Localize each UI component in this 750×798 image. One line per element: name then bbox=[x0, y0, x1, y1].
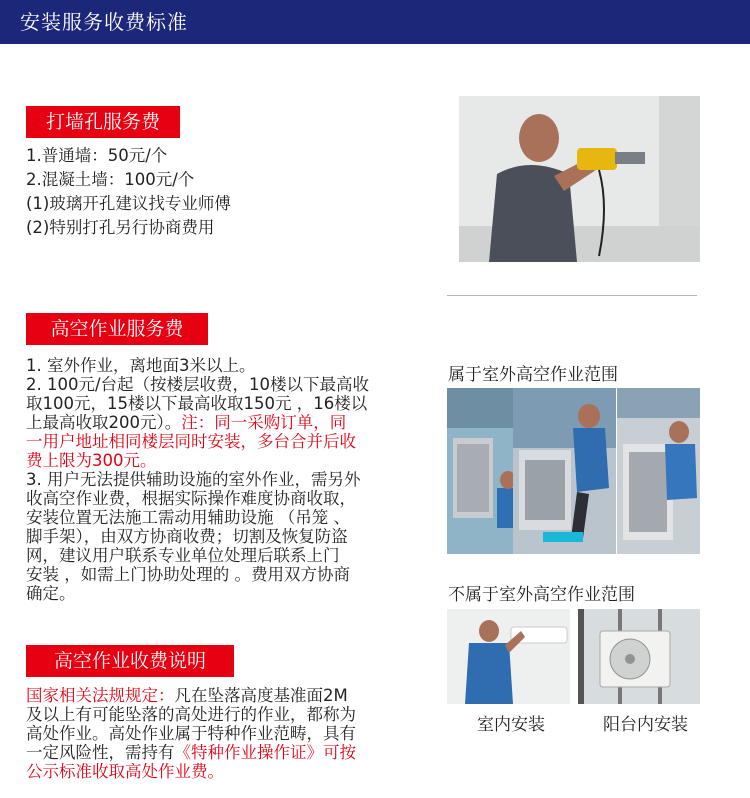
high-note-start: 注：同一采购订单，同 bbox=[181, 413, 347, 432]
high-line-12: 安装 ，如需上门协助处理的 。费用双方协商 bbox=[26, 565, 350, 584]
page-title: 安装服务收费标准 bbox=[20, 10, 188, 34]
high-line-7: 3. 用户无法提供辅助设施的室外作业，需另外 bbox=[26, 470, 361, 489]
balcony-install-photo bbox=[578, 609, 700, 704]
high-line-4: 上最高收取200元）。注：同一采购订单，同 bbox=[26, 413, 347, 432]
high-line-5: 一用户地址相同楼层同时安装，多台合并后收 bbox=[26, 432, 356, 451]
fee-explanation-tag: 高空作业收费说明 bbox=[26, 645, 234, 677]
high-altitude-tag: 高空作业服务费 bbox=[26, 313, 208, 345]
wall-line-1: 1.普通墙：50元/个 bbox=[26, 146, 168, 165]
balcony-install-label: 阳台内安装 bbox=[603, 715, 688, 735]
high-line-1: 1. 室外作业，离地面3米以上。 bbox=[26, 356, 256, 375]
high-line-10: 脚手架），由双方协商收费；切割及恢复防盗 bbox=[26, 527, 348, 546]
outdoor-photo-2 bbox=[513, 388, 616, 554]
high-line-11: 网，建议用户联系专业单位处理后联系上门 bbox=[26, 546, 340, 565]
indoor-install-label: 室内安装 bbox=[477, 715, 545, 735]
page-header bbox=[0, 0, 750, 44]
belong-caption: 属于室外高空作业范围 bbox=[448, 365, 618, 385]
note-line-1: 国家相关法规规定：凡在坠落高度基准面2M bbox=[26, 686, 348, 705]
note-line-5: 公示标准收取高处作业费。 bbox=[26, 762, 224, 781]
high-line-2: 2. 100元/台起（按楼层收费，10楼以下最高收 bbox=[26, 375, 370, 394]
high-line-3: 取100元，15楼以下最高收取150元 ，16楼以 bbox=[26, 394, 368, 413]
high-line-6: 费上限为300元。 bbox=[26, 451, 157, 470]
high-line-8: 收高空作业费，根据实际操作难度协商收取， bbox=[26, 489, 356, 508]
wall-drilling-tag: 打墙孔服务费 bbox=[26, 106, 180, 138]
note-line-3: 高处作业。高处作业属于特种作业范畴，具有 bbox=[26, 724, 356, 743]
high-line-9: 安装位置无法施工需动用辅助设施 （吊笼 、 bbox=[26, 508, 350, 527]
wall-line-2: 2.混凝土墙：100元/个 bbox=[26, 170, 195, 189]
wall-line-3: (1)玻璃开孔建议找专业师傅 bbox=[26, 194, 231, 213]
drilling-worker-photo bbox=[459, 96, 700, 262]
section-divider bbox=[447, 295, 697, 296]
outdoor-photo-3 bbox=[617, 388, 700, 554]
indoor-install-photo bbox=[447, 609, 570, 704]
high-line-13: 确定。 bbox=[26, 584, 76, 603]
note-line-2: 及以上有可能坠落的高处进行的作业，都称为 bbox=[26, 705, 356, 724]
not-belong-caption: 不属于室外高空作业范围 bbox=[448, 585, 635, 605]
wall-line-4: (2)特别打孔另行协商费用 bbox=[26, 218, 215, 237]
note-line-4: 一定风险性，需持有《特种作业操作证》可按 bbox=[26, 743, 356, 762]
